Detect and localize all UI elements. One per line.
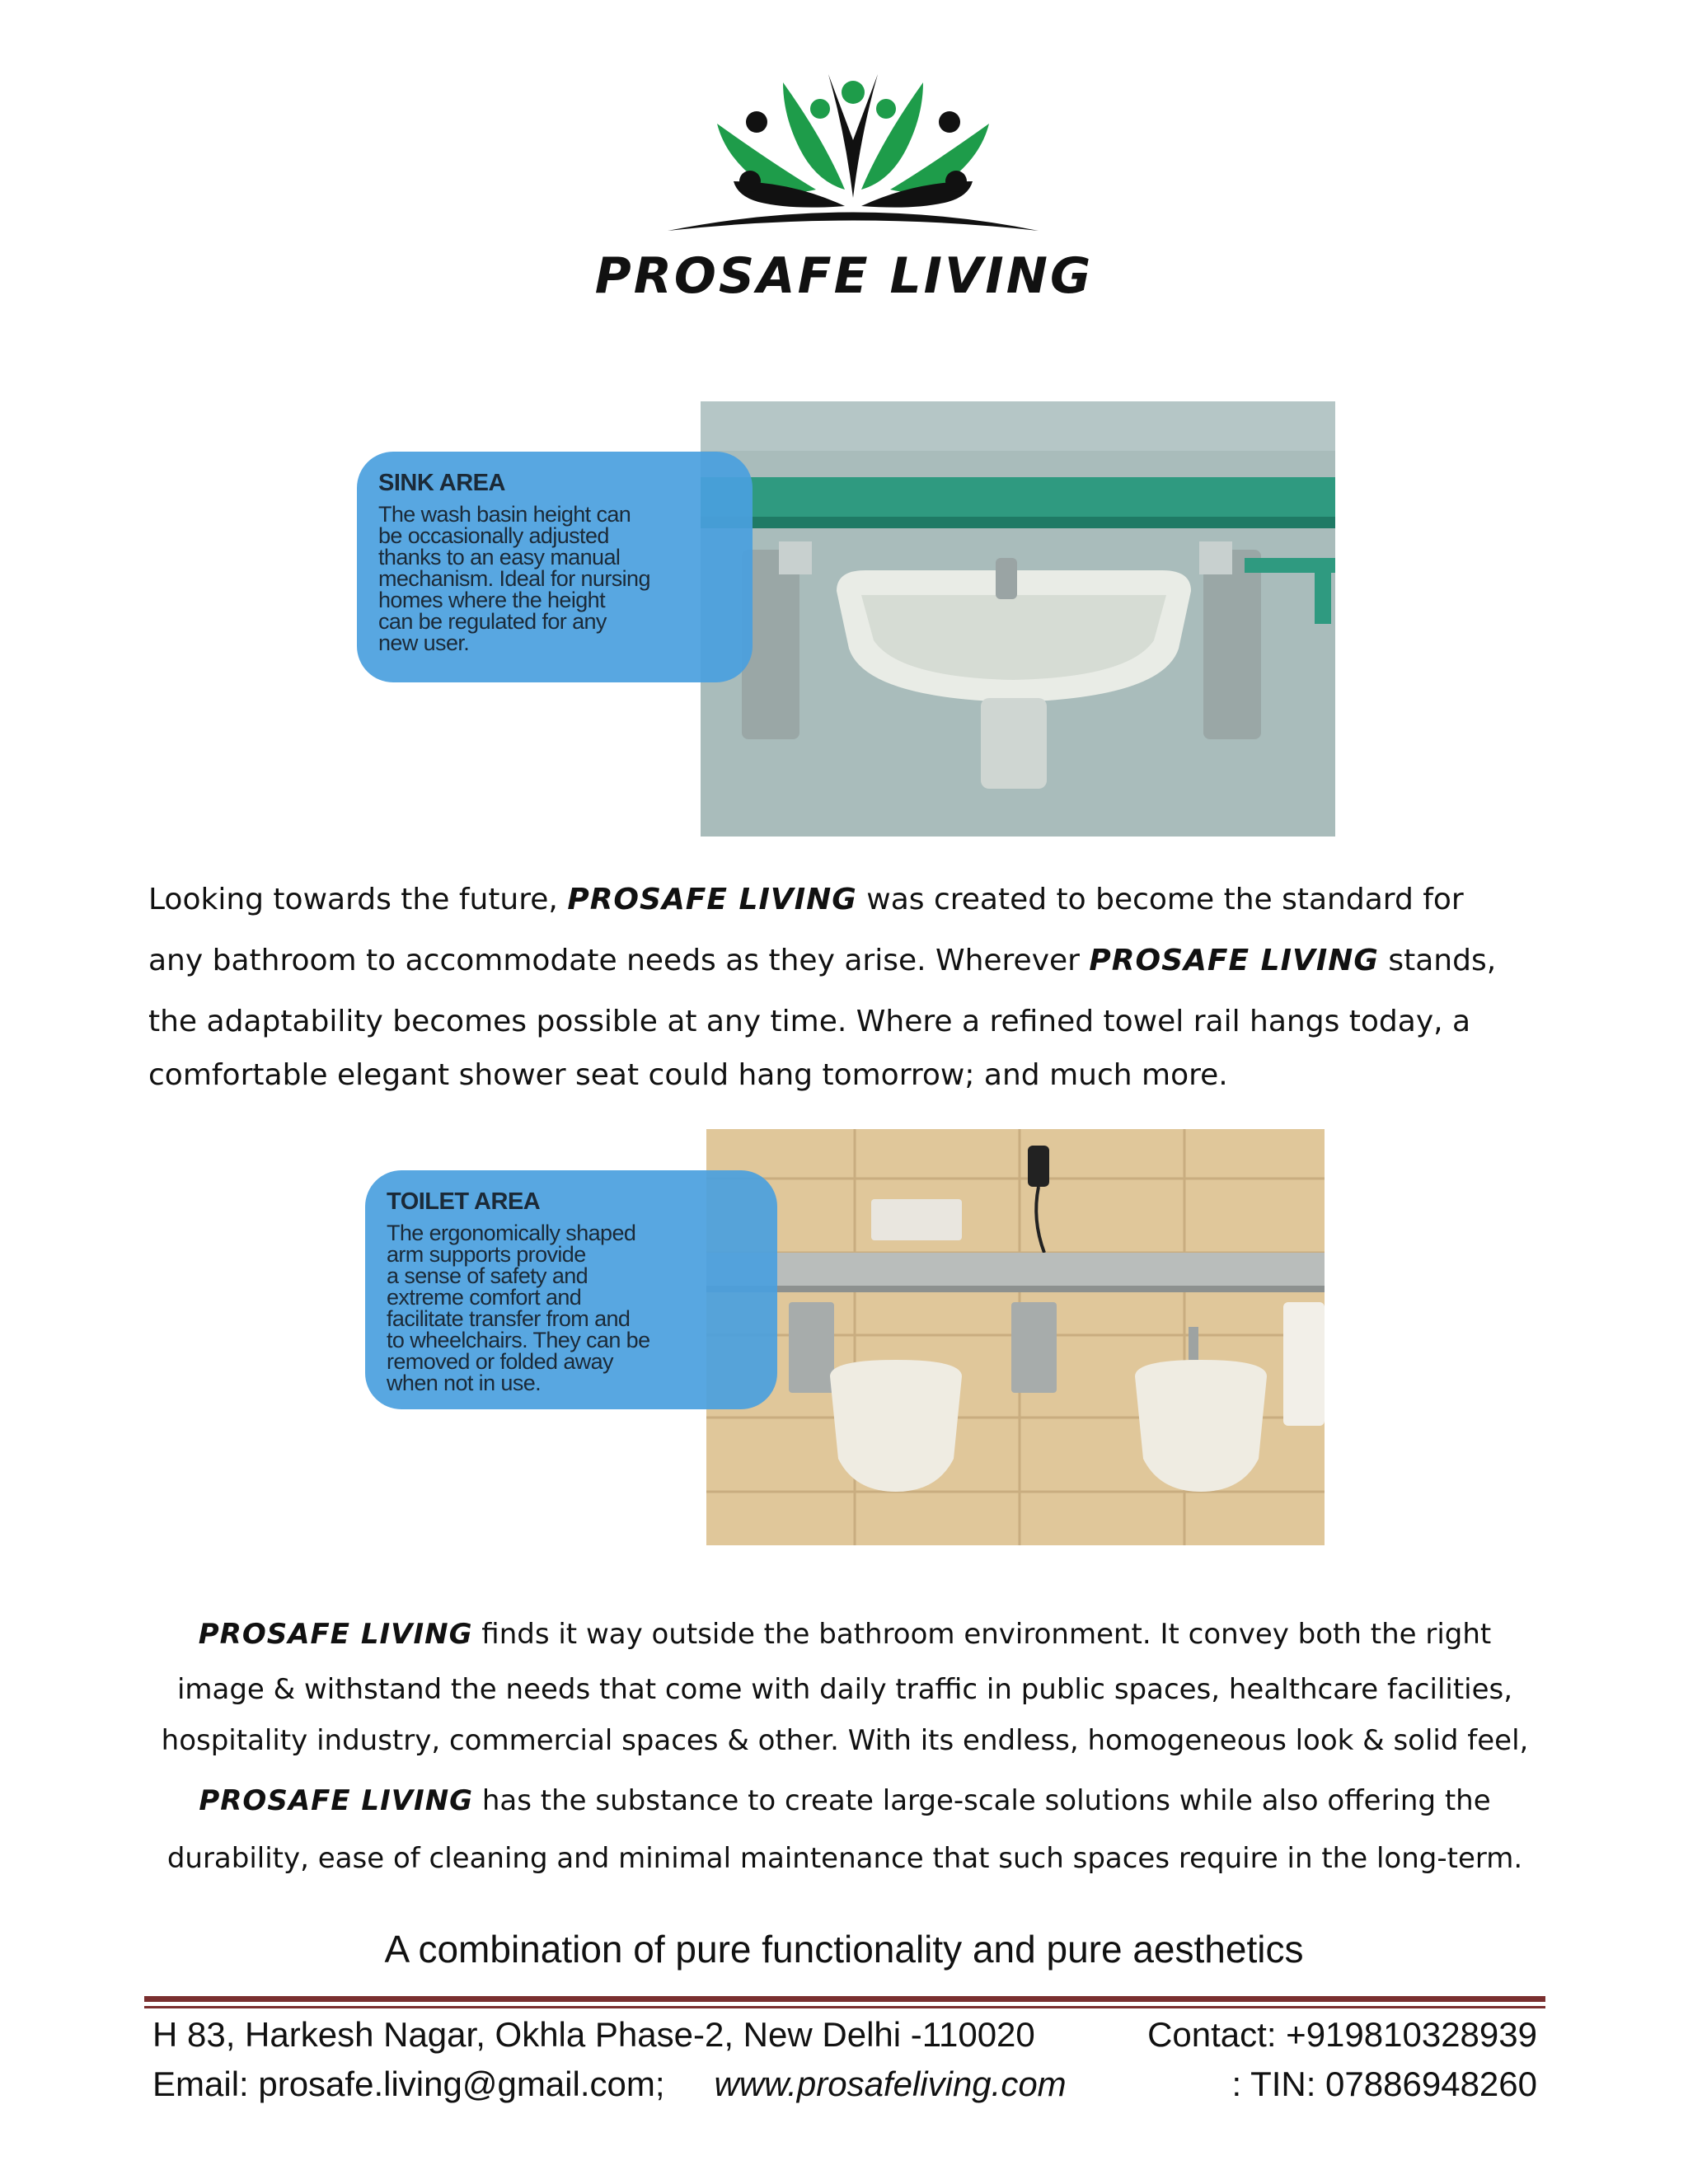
toilet-callout xyxy=(365,1170,777,1409)
sink-photo xyxy=(701,401,1335,837)
footer-row-2 xyxy=(152,2064,1537,2106)
intro-line-3: the adaptability becomes possible at any time. Where a refined towel rail hangs today, a xyxy=(148,1005,1471,1038)
text-line: homes where the height xyxy=(378,588,605,612)
text-line: The ergonomically shaped xyxy=(387,1221,636,1245)
outside-paragraph xyxy=(132,1607,1558,1879)
outside-line-5: durability, ease of cleaning and minimal maintenance that such spaces require in the long-term. xyxy=(166,1842,1523,1875)
text-line: arm supports provide xyxy=(387,1242,586,1267)
outside-line-4: PROSAFE LIVING has the substance to create large-scale solutions while also offering the xyxy=(199,1784,1491,1817)
email-link[interactable]: Email: prosafe.living@gmail.com; xyxy=(152,2064,665,2103)
text-line: facilitate transfer from and xyxy=(387,1306,631,1331)
address-text: H 83, Harkesh Nagar, Okhla Phase-2, New Delhi -110020 xyxy=(152,2015,1035,2054)
text-line: The wash basin height can xyxy=(378,502,631,527)
text-line: be occasionally adjusted xyxy=(378,523,609,548)
intro-line-2: any bathroom to accommodate needs as they arise. Wherever PROSAFE LIVING stands, xyxy=(148,944,1497,977)
text-line: a sense of safety and xyxy=(387,1263,588,1288)
tin-text: : TIN: 07886948260 xyxy=(1231,2064,1537,2103)
toilet-callout-body xyxy=(387,1222,756,1394)
toilet-photo xyxy=(706,1129,1325,1545)
footer-email-web xyxy=(152,2064,1067,2104)
text-line: extreme comfort and xyxy=(387,1285,582,1310)
brand-logo xyxy=(659,58,1047,239)
sink-callout-title: SINK AREA xyxy=(378,470,505,496)
footer-row-1 xyxy=(152,2015,1537,2056)
toilet-callout-title: TOILET AREA xyxy=(387,1188,541,1215)
intro-line-4: comfortable elegant shower seat could hang tomorrow; and much more. xyxy=(148,1058,1228,1092)
text-line: when not in use. xyxy=(387,1371,542,1395)
brand-title: PROSAFE LIVING xyxy=(594,247,1094,305)
text-line: mechanism. Ideal for nursing xyxy=(378,566,650,591)
sink-callout xyxy=(357,452,753,682)
text-line: thanks to an easy manual xyxy=(378,545,621,569)
website-link[interactable]: www.prosafeliving.com xyxy=(714,2064,1067,2103)
tagline: A combination of pure functionality and pure aesthetics xyxy=(384,1928,1304,1971)
text-line: to wheelchairs. They can be xyxy=(387,1328,650,1352)
text-line: new user. xyxy=(378,630,470,655)
outside-line-1: PROSAFE LIVING finds it way outside the bathroom environment. It convey both the right xyxy=(198,1618,1492,1651)
intro-line-1: Looking towards the future, PROSAFE LIVING was created to become the standard for xyxy=(148,883,1464,916)
sink-callout-body xyxy=(378,504,731,654)
text-line: removed or folded away xyxy=(387,1349,613,1374)
text-line: can be regulated for any xyxy=(378,609,607,634)
contact-phone: Contact: +919810328939 xyxy=(1147,2015,1537,2054)
footer-divider xyxy=(144,1996,1545,2002)
outside-line-3: hospitality industry, commercial spaces & other. With its endless, homogeneous look & solid feel, xyxy=(161,1724,1529,1757)
outside-line-2: image & withstand the needs that come with daily traffic in public spaces, healthcare facilities, xyxy=(176,1673,1513,1706)
footer-divider-thin xyxy=(144,2006,1545,2008)
intro-paragraph xyxy=(148,869,1541,1099)
